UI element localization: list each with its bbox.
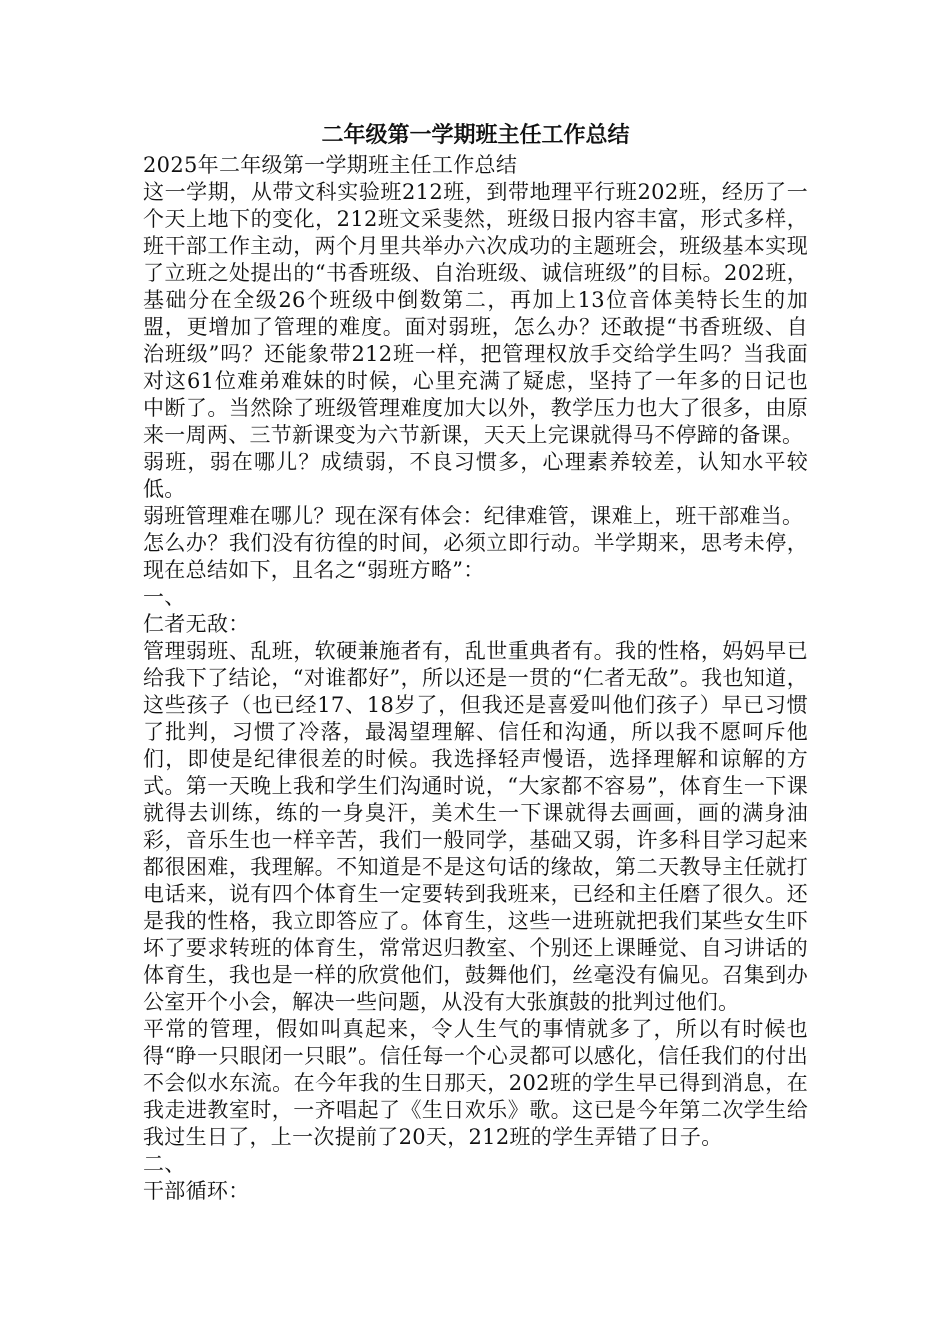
subtitle-line: 2025年二年级第一学期班主任工作总结 xyxy=(143,153,518,177)
section-number-1: 一、 xyxy=(143,585,186,609)
paragraph-intro: 这一学期，从带文科实验班212班，到带地理平行班202班，经历了一个天上地下的变化，212班文采斐然，班级日报内容丰富，形式多样，班干部工作主动，两个月里共举办六次成功的主题班会，班级基本实现了立班之处提出的“书香班级、自治班级、诚信班级”的目标。202班，基础分在全级26个班级中倒数第二，再加上13位音体美特长生的加盟，更增加了管理的难度。面对弱班，怎么办？还敢提“书香班级、自治班级”吗？还能象带212班一样，把管理权放手交给学生吗？当我面对这61位难弟难妹的时候，心里充满了疑虑，坚持了一年多的日记也中断了。当然除了班级管理难度加大以外，教学压力也大了很多，由原来一周两、三节新课变为六节新课，天天上完课就得马不停蹄的备课。 xyxy=(143,180,808,447)
section-heading-2: 干部循环： xyxy=(143,1179,250,1203)
paragraph-daily-management: 平常的管理，假如叫真起来，令人生气的事情就多了，所以有时候也得“睁一只眼闭一只眼”。信任每一个心灵都可以感化，信任我们的付出不会似水东流。在今年我的生日那天，202班的学生早已得到消息，在我走进教室时，一齐唱起了《生日欢乐》歌。这已是今年第二次学生给我过生日了，上一次提前了20天，212班的学生弄错了日子。 xyxy=(143,1017,808,1149)
section-number-2: 二、 xyxy=(143,1152,186,1176)
paragraph-weak-class: 弱班，弱在哪儿？成绩弱，不良习惯多，心理素养较差，认知水平较低。 xyxy=(143,450,808,501)
document-title: 二年级第一学期班主任工作总结 xyxy=(321,123,630,148)
paragraph-what-to-do: 怎么办？我们没有彷徨的时间，必须立即行动。半学期来，思考未停，现在总结如下，且名之“弱班方略”： xyxy=(143,531,808,582)
paragraph-management-difficulty: 弱班管理难在哪儿？现在深有体会：纪律难管，课难上，班干部难当。 xyxy=(143,504,804,528)
document-body xyxy=(143,120,808,1205)
section-heading-1: 仁者无敌： xyxy=(143,612,250,636)
paragraph-benevolence: 管理弱班、乱班，软硬兼施者有，乱世重典者有。我的性格，妈妈早已给我下了结论，“对谁都好”，所以还是一贯的“仁者无敌”。我也知道，这些孩子（也已经17、18岁了，但我还是喜爱叫他们孩子）早已习惯了批判，习惯了冷落，最渴望理解、信任和沟通，所以我不愿呵斥他们，即使是纪律很差的时候。我选择轻声慢语，选择理解和谅解的方式。第一天晚上我和学生们沟通时说，“大家都不容易”，体育生一下课就得去训练，练的一身臭汗，美术生一下课就得去画画，画的满身油彩，音乐生也一样辛苦，我们一般同学，基础又弱，许多科目学习起来都很困难，我理解。不知道是不是这句话的缘故，第二天教导主任就打电话来，说有四个体育生一定要转到我班来，已经和主任磨了很久。还是我的性格，我立即答应了。体育生，这些一进班就把我们某些女生吓坏了要求转班的体育生，常常迟归教室、个别还上课睡觉、自习讲话的体育生，我也是一样的欣赏他们，鼓舞他们，丝毫没有偏见。召集到办公室开个小会，解决一些问题，从没有大张旗鼓的批判过他们。 xyxy=(143,639,808,1014)
